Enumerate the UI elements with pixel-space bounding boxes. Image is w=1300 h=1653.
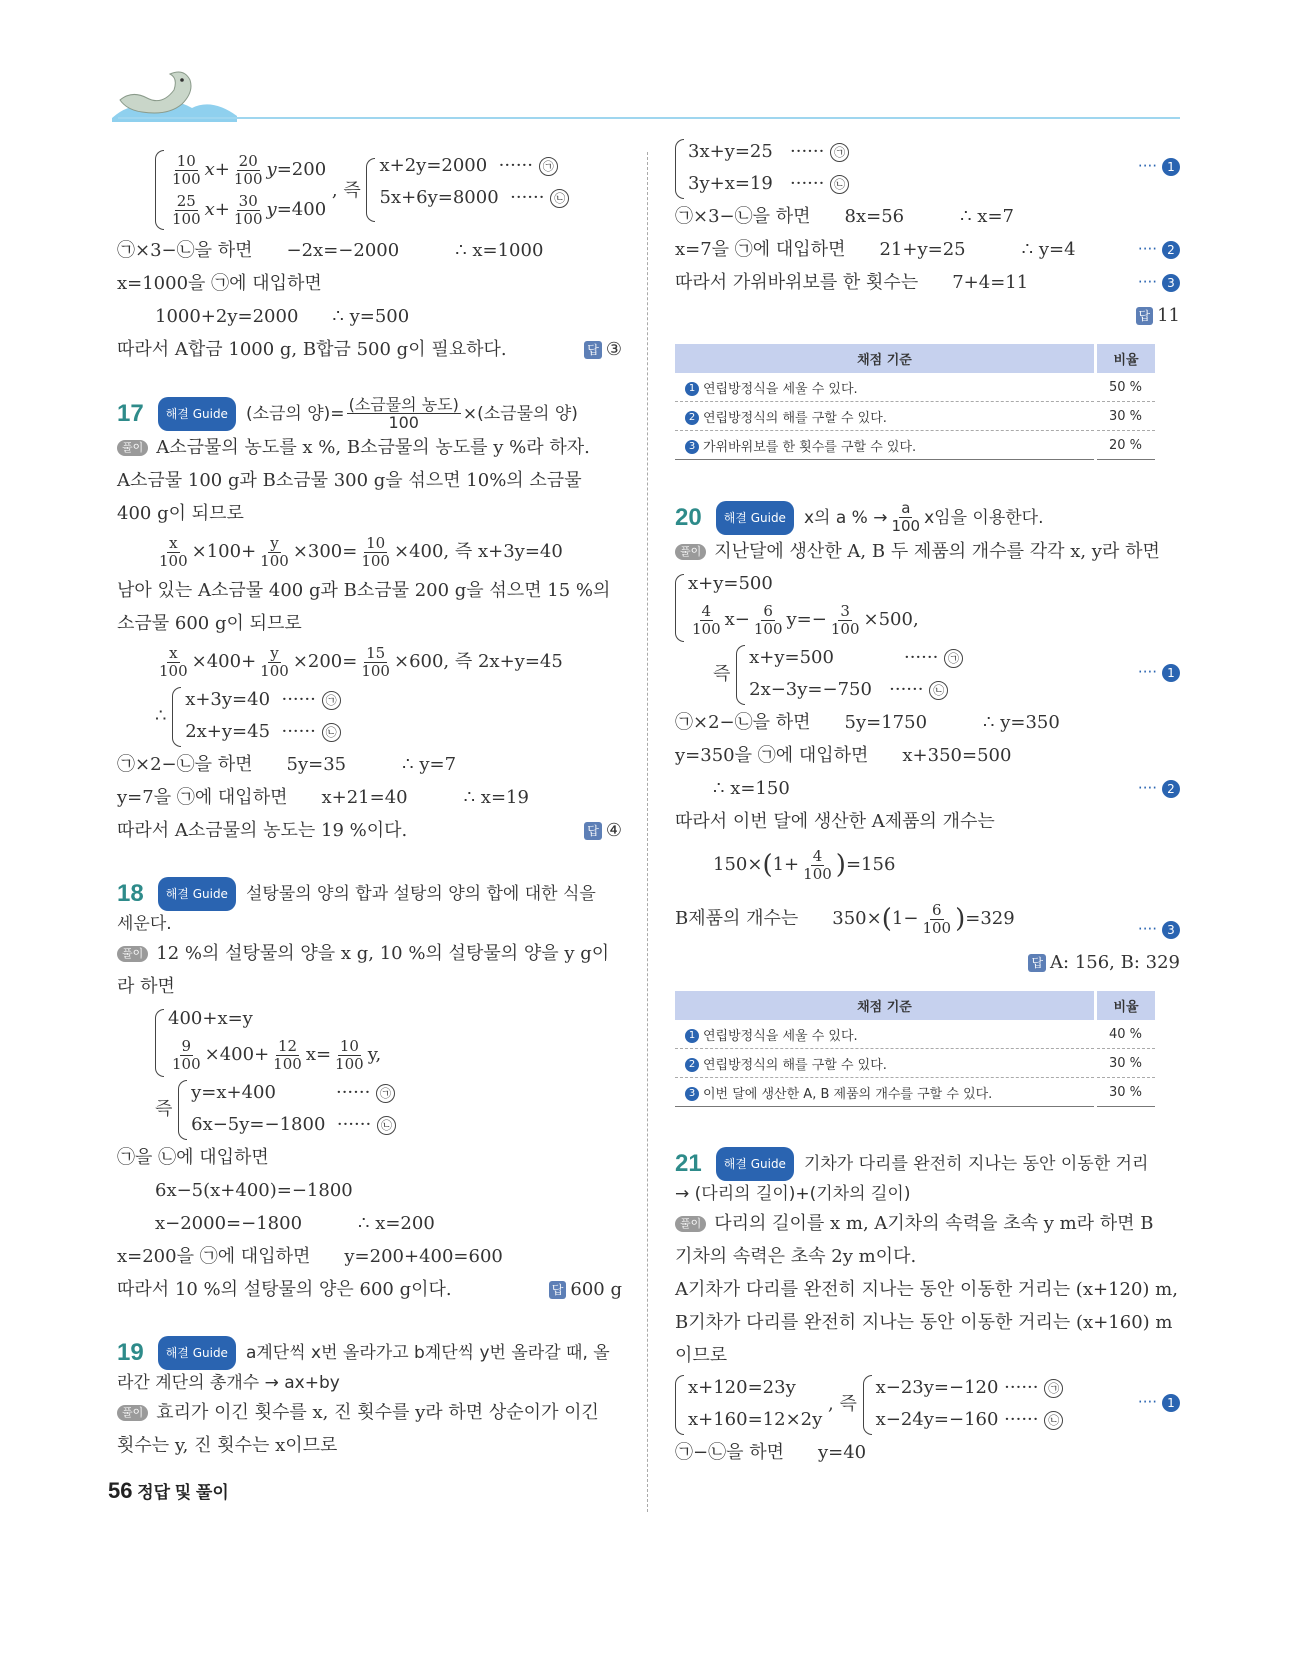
p20-step2: ···· 2: [1138, 772, 1180, 805]
p16-line3: 1000+2y=2000 ∴ y=500: [155, 306, 410, 327]
p21-guide2: → (다리의 길이)+(기차의 길이): [675, 1184, 911, 1204]
p17-line3: 따라서 A소금물의 농도는 19 %이다. 답 ④: [117, 814, 622, 847]
p21-system: x+120=23y x+160=12×2y , 즉 x−23y=−120 ······ ㉠ x−24y=−160 ······ ㉡ ···· 1: [675, 1372, 1180, 1436]
p17-s2: A소금물 100 g과 B소금물 300 g을 섞으면 10%의 소금물: [117, 470, 582, 491]
table-header-ratio: 비율: [1096, 991, 1156, 1020]
p17-line1: ㉠×2−㉡을 하면 5y=35 ∴ y=7: [117, 754, 457, 775]
page-number: 56: [108, 1478, 133, 1503]
p18-header: 18 해결 Guide 설탕물의 양의 합과 설탕의 양의 합에 대한 식을: [117, 877, 622, 911]
p16-answer: 답 ③: [584, 333, 622, 366]
page-footer: [108, 1478, 229, 1504]
p16-line4: 따라서 A합금 1000 g, B합금 500 g이 필요하다. 답 ③: [117, 333, 622, 366]
p20-s1: 풀이 지난달에 생산한 A, B 두 제품의 개수를 각각 x, y라 하면: [675, 535, 1180, 568]
p17-s4: 남아 있는 A소금물 400 g과 B소금물 200 g을 섞으면 15 %의: [117, 580, 611, 601]
p20-line2: y=350을 ㉠에 대입하면 x+350=500: [675, 745, 1012, 766]
p18-guide2: 세운다.: [117, 914, 172, 934]
p19-s1: 풀이 효리가 이긴 횟수를 x, 진 횟수를 y라 하면 상순이가 이긴: [117, 1396, 622, 1429]
p19-line1: ㉠×3−㉡을 하면 8x=56 ∴ x=7: [675, 206, 1014, 227]
table-row: 1 연립방정식을 세울 수 있다. 40 %: [675, 1020, 1155, 1049]
p19-line3: 따라서 가위바위보를 한 횟수는 7+4=11 ···· 3: [675, 266, 1180, 299]
p17-header: 17 해결 Guide (소금의 양)= $\frac{\text{(소금물의 농도)}}{100}$ ×(소금물의 양): [117, 395, 578, 432]
p16-line1: ㉠×3−㉡을 하면 −2x=−2000 ∴ x=1000: [117, 240, 544, 261]
column-divider: [647, 152, 648, 1512]
p16-system: $\frac{10}{100}$ x+ $\frac{20}{100}$ y=200 $\frac{25}{100}$ x+ $\frac{30}{100}$ y=400 , 즉 x+2y=2000 ······ ㉠ 5x+6y=8000 ······ ㉡: [117, 150, 622, 234]
p20-answer: 답 A: 156, B: 329: [1028, 946, 1180, 979]
p19-step1: ···· 1: [1138, 150, 1180, 183]
p20-step1: ···· 1: [1138, 656, 1180, 689]
p19-system: 3x+y=25 ······ ㉠ 3y+x=19 ······ ㉡ ···· 1: [675, 136, 1180, 200]
p17-system: ∴ x+3y=40 ······ ㉠ 2x+y=45 ······ ㉡: [117, 684, 622, 748]
p20-system2: 즉 x+y=500 ······ ㉠ 2x−3y=−750 ······ ㉡ ···· 1: [675, 642, 1180, 706]
p21-s1: 풀이 다리의 길이를 x m, A기차의 속력을 초속 y m라 하면 B: [675, 1207, 1180, 1240]
p20-line5: 150×(1+ $\frac{4}{100}$ )=156: [713, 846, 896, 883]
p19-step3: ···· 3: [1138, 266, 1180, 299]
p20-grading-table: [675, 991, 1155, 1107]
p17-eq1: $\frac{x}{100}$ ×100+ $\frac{y}{100}$ ×300= $\frac{10}{100}$ ×400, 즉 x+3y=40: [159, 533, 563, 570]
p20-step3: ···· 3: [1138, 902, 1180, 956]
p16-line2: x=1000을 ㉠에 대입하면: [117, 273, 322, 294]
table-header-criteria: 채점 기준: [675, 991, 1096, 1020]
p19-line2: x=7을 ㉠에 대입하면 21+y=25 ∴ y=4 ···· 2: [675, 233, 1180, 266]
p20-header: 20 해결 Guide x의 a % → $\frac{a}{100}$ x임을 이용한다.: [675, 499, 1044, 535]
p18-line1: ㉠을 ㉡에 대입하면: [117, 1147, 269, 1168]
p17-s3: 400 g이 되므로: [117, 503, 244, 524]
p18-system1: 400+x=y $\frac{9}{100}$ ×400+ $\frac{12}{100}$ x= $\frac{10}{100}$ y,: [117, 1003, 622, 1077]
p18-answer: 답 600 g: [549, 1273, 622, 1306]
p20-system1: x+y=500 $\frac{4}{100}$ x− $\frac{6}{100}$ y=− $\frac{3}{100}$ ×500,: [675, 568, 1180, 642]
table-row: 1 연립방정식을 세울 수 있다. 50 %: [675, 373, 1155, 402]
p19-step2: ···· 2: [1138, 233, 1180, 266]
left-column: [117, 150, 622, 1462]
p19-guide2: 라간 계단의 총개수 → ax+by: [117, 1373, 340, 1393]
p20-answer-line: [675, 946, 1180, 979]
table-row: 2 연립방정식의 해를 구할 수 있다. 30 %: [675, 1049, 1155, 1078]
p17-s5: 소금물 600 g이 되므로: [117, 613, 302, 634]
p19-s2: 횟수는 y, 진 횟수는 x이므로: [117, 1435, 338, 1456]
right-column: [675, 136, 1180, 1469]
p17-answer: 답 ④: [584, 814, 622, 847]
table-row: 3 가위바위보를 한 횟수를 구할 수 있다. 20 %: [675, 431, 1155, 460]
p17-eq2: $\frac{x}{100}$ ×400+ $\frac{y}{100}$ ×200= $\frac{15}{100}$ ×600, 즉 2x+y=45: [159, 643, 563, 680]
p21-s3: A기차가 다리를 완전히 지나는 동안 이동한 거리는 (x+120) m,: [675, 1279, 1178, 1300]
p19-answer-line: [675, 299, 1180, 332]
header-line: [118, 117, 1180, 119]
p21-step1: ···· 1: [1138, 1386, 1180, 1419]
p21-s5: 이므로: [675, 1345, 728, 1366]
table-row: 2 연립방정식의 해를 구할 수 있다. 30 %: [675, 402, 1155, 431]
table-header-criteria: 채점 기준: [675, 344, 1096, 373]
p19-header: 19 해결 Guide a계단씩 x번 올라가고 b계단씩 y번 올라갈 때, 올: [117, 1336, 622, 1370]
p20-line4: 따라서 이번 달에 생산한 A제품의 개수는: [675, 811, 995, 832]
p19-grading-table: [675, 344, 1155, 460]
footer-label: 정답 및 풀이: [137, 1483, 229, 1502]
p20-line1: ㉠×2−㉡을 하면 5y=1750 ∴ y=350: [675, 712, 1060, 733]
p21-s4: B기차가 다리를 완전히 지나는 동안 이동한 거리는 (x+160) m: [675, 1312, 1173, 1333]
p17-line2: y=7을 ㉠에 대입하면 x+21=40 ∴ x=19: [117, 787, 529, 808]
p18-line4: x=200을 ㉠에 대입하면 y=200+400=600: [117, 1246, 503, 1267]
p21-s2: 기차의 속력은 초속 2y m이다.: [675, 1246, 917, 1267]
p20-line3: ∴ x=150 ···· 2: [675, 772, 1180, 805]
p18-s2: 라 하면: [117, 976, 175, 997]
seal-mascot-illustration: [112, 60, 237, 122]
table-row: 3 이번 달에 생산한 A, B 제품의 개수를 구할 수 있다. 30 %: [675, 1078, 1155, 1107]
p18-line2: 6x−5(x+400)=−1800: [155, 1180, 353, 1201]
p17-s1: 풀이 A소금물의 농도를 x %, B소금물의 농도를 y %라 하자.: [117, 431, 622, 464]
p18-line3: x−2000=−1800 ∴ x=200: [155, 1213, 435, 1234]
table-header-ratio: 비율: [1096, 344, 1156, 373]
p21-line1: ㉠−㉡을 하면 y=40: [675, 1442, 867, 1463]
p18-line5: 따라서 10 %의 설탕물의 양은 600 g이다. 답 600 g: [117, 1273, 622, 1306]
p21-header: 21 해결 Guide 기차가 다리를 완전히 지나는 동안 이동한 거리: [675, 1147, 1180, 1181]
p20-line6: B제품의 개수는 350×(1− $\frac{6}{100}$ )=329 ···· 3: [675, 892, 1180, 946]
p19-answer: 답 11: [1136, 299, 1181, 332]
p18-system2: 즉 y=x+400 ······ ㉠ 6x−5y=−1800 ······ ㉡: [117, 1077, 622, 1141]
p18-s1: 풀이 12 %의 설탕물의 양을 x g, 10 %의 설탕물의 양을 y g이: [117, 937, 622, 970]
